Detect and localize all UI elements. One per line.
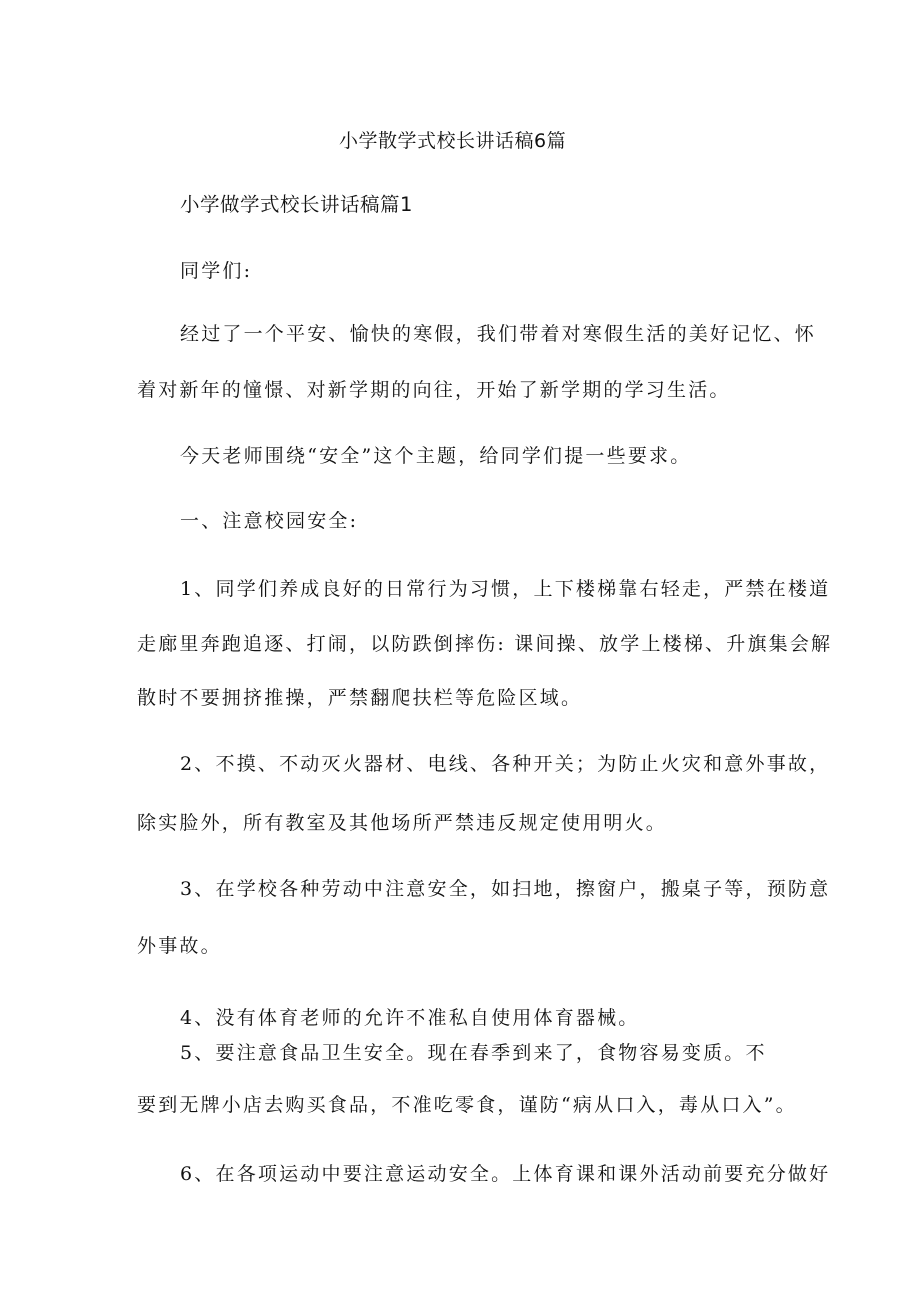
list-item-line: 1、同学们养成良好的日常行为习惯，上下楼梯靠右轻走，严禁在楼道 xyxy=(180,578,831,600)
paragraph-line: 经过了一个平安、愉快的寒假，我们带着对寒假生活的美好记忆、怀 xyxy=(180,323,817,345)
list-item-line: 除实脸外，所有教室及其他场所严禁违反规定使用明火。 xyxy=(137,812,668,834)
list-item-line: 外事故。 xyxy=(137,935,222,957)
list-item-line: 2、不摸、不动灭火器材、电线、各种开关；为防止火灾和意外事故， xyxy=(180,753,831,775)
list-item-line: 走廊里奔跑追逐、打闹，以防跌倒摔伤: 课间操、放学上楼梯、升旗集会解 xyxy=(137,633,833,655)
list-item-line: 5、要注意食品卫生安全。现在春季到来了，食物容易变质。不 xyxy=(180,1042,767,1064)
section-heading: 小学做学式校长讲话稿篇1 xyxy=(180,193,413,216)
salutation: 同学们: xyxy=(180,260,253,282)
list-item-line: 散时不要拥挤推操，严禁翻爬扶栏等危险区域。 xyxy=(137,687,583,709)
list-item-line: 4、没有体育老师的允许不准私自使用体育器械。 xyxy=(180,1007,640,1029)
list-item-line: 要到无牌小店去购买食品，不准吃零食，谨防“病从口入，毒从口入”。 xyxy=(137,1094,797,1116)
list-item-line: 6、在各项运动中要注意运动安全。上体育课和课外活动前要充分做好 xyxy=(180,1163,831,1185)
list-heading: 一、注意校园安全: xyxy=(180,510,359,532)
paragraph-line: 今天老师围绕“安全”这个主题，给同学们提一些要求。 xyxy=(180,445,692,467)
paragraph-line: 着对新年的憧憬、对新学期的向往，开始了新学期的学习生活。 xyxy=(137,379,731,401)
document-title: 小学散学式校长讲话稿6篇 xyxy=(339,130,567,152)
list-item-line: 3、在学校各种劳动中注意安全，如扫地，擦窗户，搬桌子等，预防意 xyxy=(180,878,831,900)
